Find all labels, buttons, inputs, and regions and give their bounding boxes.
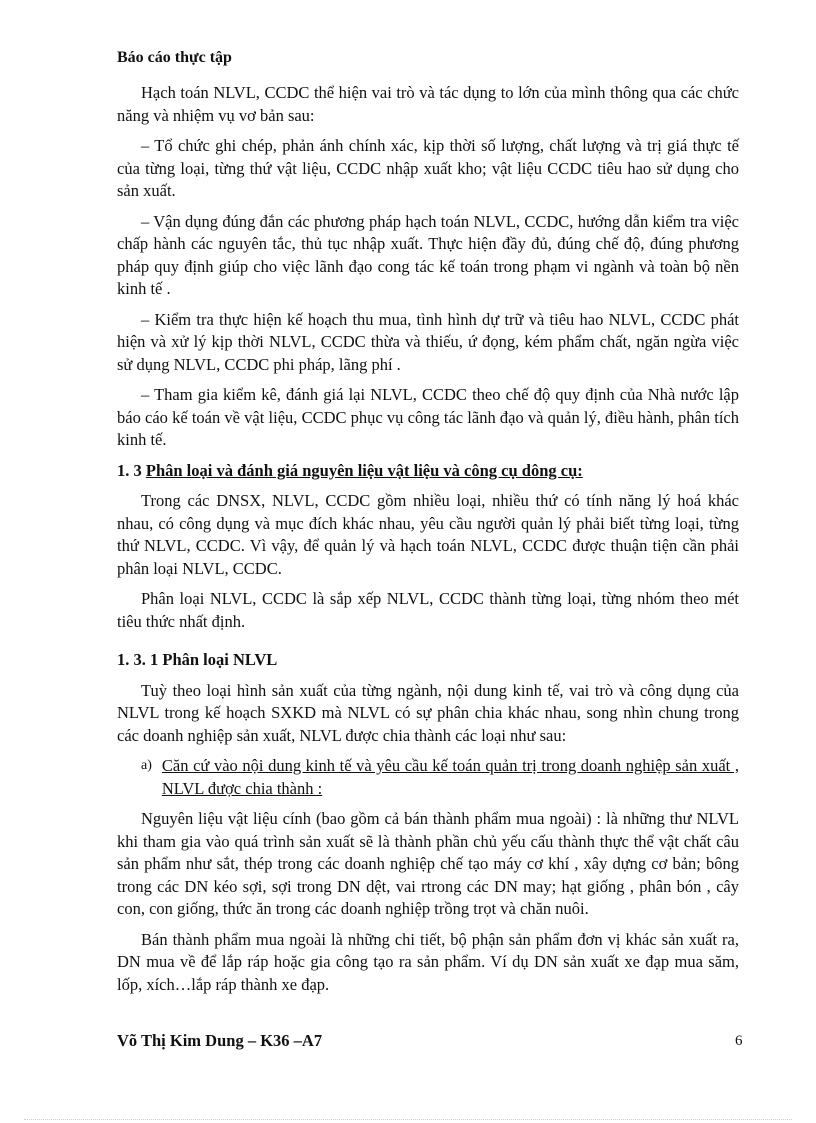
- paragraph: Nguyên liệu vật liệu cính (bao gồm cả bán thành phẩm mua ngoài) : là những thư NLVL khi tham gia vào quá trình sản xuất sẽ là thành phần chủ yếu cấu thành thực thể vật chất câu sản phẩm như sắt, thép trong các doanh nghiệp chế tạo máy cơ khí , xây dựng cơ bản; bông trong các DN kéo sợi, sợi trong DN dệt, vai rtrong các DN may; hạt giống , phân bón , cây con, con giống, thức ăn trong các doanh nghiệp trồng trọt và chăn nuôi.: [117, 809, 739, 918]
- intro-paragraph: Hạch toán NLVL, CCDC thể hiện vai trò và tác dụng to lớn của mình thông qua các chức năng và nhiệm vụ vơ bản sau:: [117, 83, 739, 125]
- sub-item-text: Căn cứ vào nội dung kinh tế và yêu cầu kế toán quản trị trong doanh nghiệp sản xuất , NLVL được chia thành :: [161, 756, 739, 798]
- paragraph: Trong các DNSX, NLVL, CCDC gồm nhiều loại, nhiều thứ có tính năng lý hoá khác nhau, có công dụng và mục đích khác nhau, yêu cầu người quản lý phải biết từng loại, từng thứ NLVL, CCDC. Vì vậy, để quản lý và hạch toán NLVL, CCDC được thuận tiện cần phải phân loại NLVL, CCDC.: [117, 491, 739, 578]
- paragraph: Tuỳ theo loại hình sản xuất của từng ngành, nội dung kinh tế, vai trò và công dụng của NLVL trong kế hoạch SXKD mà NLVL có sự phân chia khác nhau, song nhìn chung trong các doanh nghiệp sản xuất, NLVL được chia thành các loại như sau:: [117, 680, 739, 745]
- paragraph: Bán thành phẩm mua ngoài là những chi tiết, bộ phận sản phẩm đơn vị khác sản xuất ra, DN mua về để lắp ráp hoặc gia công tạo ra sản phẩm. Ví dụ DN sản xuất xe đạp mua săm, lốp, xích…lắp ráp thành xe đạp.: [117, 929, 739, 994]
- section-number: 1. 3: [117, 460, 146, 480]
- report-header: Báo cáo thực tập: [117, 49, 232, 66]
- sub-item-a: [117, 755, 739, 800]
- sub-item-marker: a): [141, 758, 152, 773]
- section-title: Phân loại và đánh giá nguyên liệu vật liệu và công cụ dông cụ:: [145, 460, 583, 480]
- bullet-item: – Kiểm tra thực hiện kế hoạch thu mua, tình hình dự trữ và tiêu hao NLVL, CCDC phát hiện và xử lý kịp thời NLVL, CCDC thừa và thiếu, ứ đọng, kém phẩm chất, ngăn ngừa việc sử dụng NLVL, CCDC phi pháp, lãng phí .: [117, 309, 739, 374]
- page-bottom-divider: [24, 1119, 792, 1120]
- page-number: 6: [735, 1033, 743, 1049]
- section-heading-1-3: [117, 460, 739, 483]
- section-heading-1-3-1: 1. 3. 1 Phân loại NLVL: [117, 650, 278, 669]
- bullet-item: – Tham gia kiểm kê, đánh giá lại NLVL, CCDC theo chế độ quy định của Nhà nước lập báo cáo kế toán về vật liệu, CCDC phục vụ công tác lãnh đạo và quản lý, điều hành, phân tích kinh tế.: [117, 385, 739, 449]
- bullet-item: – Tổ chức ghi chép, phản ánh chính xác, kịp thời số lượng, chất lượng và trị giá thực tế của từng loại, từng thứ vật liệu, CCDC nhập xuất kho; vật liệu CCDC tiêu hao sử dụng cho sản xuất.: [117, 136, 739, 200]
- bullet-item: – Vận dụng đúng đắn các phương pháp hạch toán NLVL, CCDC, hướng dẫn kiểm tra việc chấp hành các nguyên tắc, thủ tục nhập xuất. Thực hiện đầy đủ, đúng chế độ, đúng phương pháp quy định giúp cho việc lãnh đạo cong tác kế toán trong phạm vi ngành và toàn bộ nền kinh tế .: [117, 211, 739, 298]
- document-body: [117, 82, 739, 1004]
- footer-author: Võ Thị Kim Dung – K36 –A7: [117, 1031, 323, 1050]
- paragraph: Phân loại NLVL, CCDC là sắp xếp NLVL, CCDC thành từng loại, từng nhóm theo mét tiêu thức nhất định.: [117, 589, 739, 631]
